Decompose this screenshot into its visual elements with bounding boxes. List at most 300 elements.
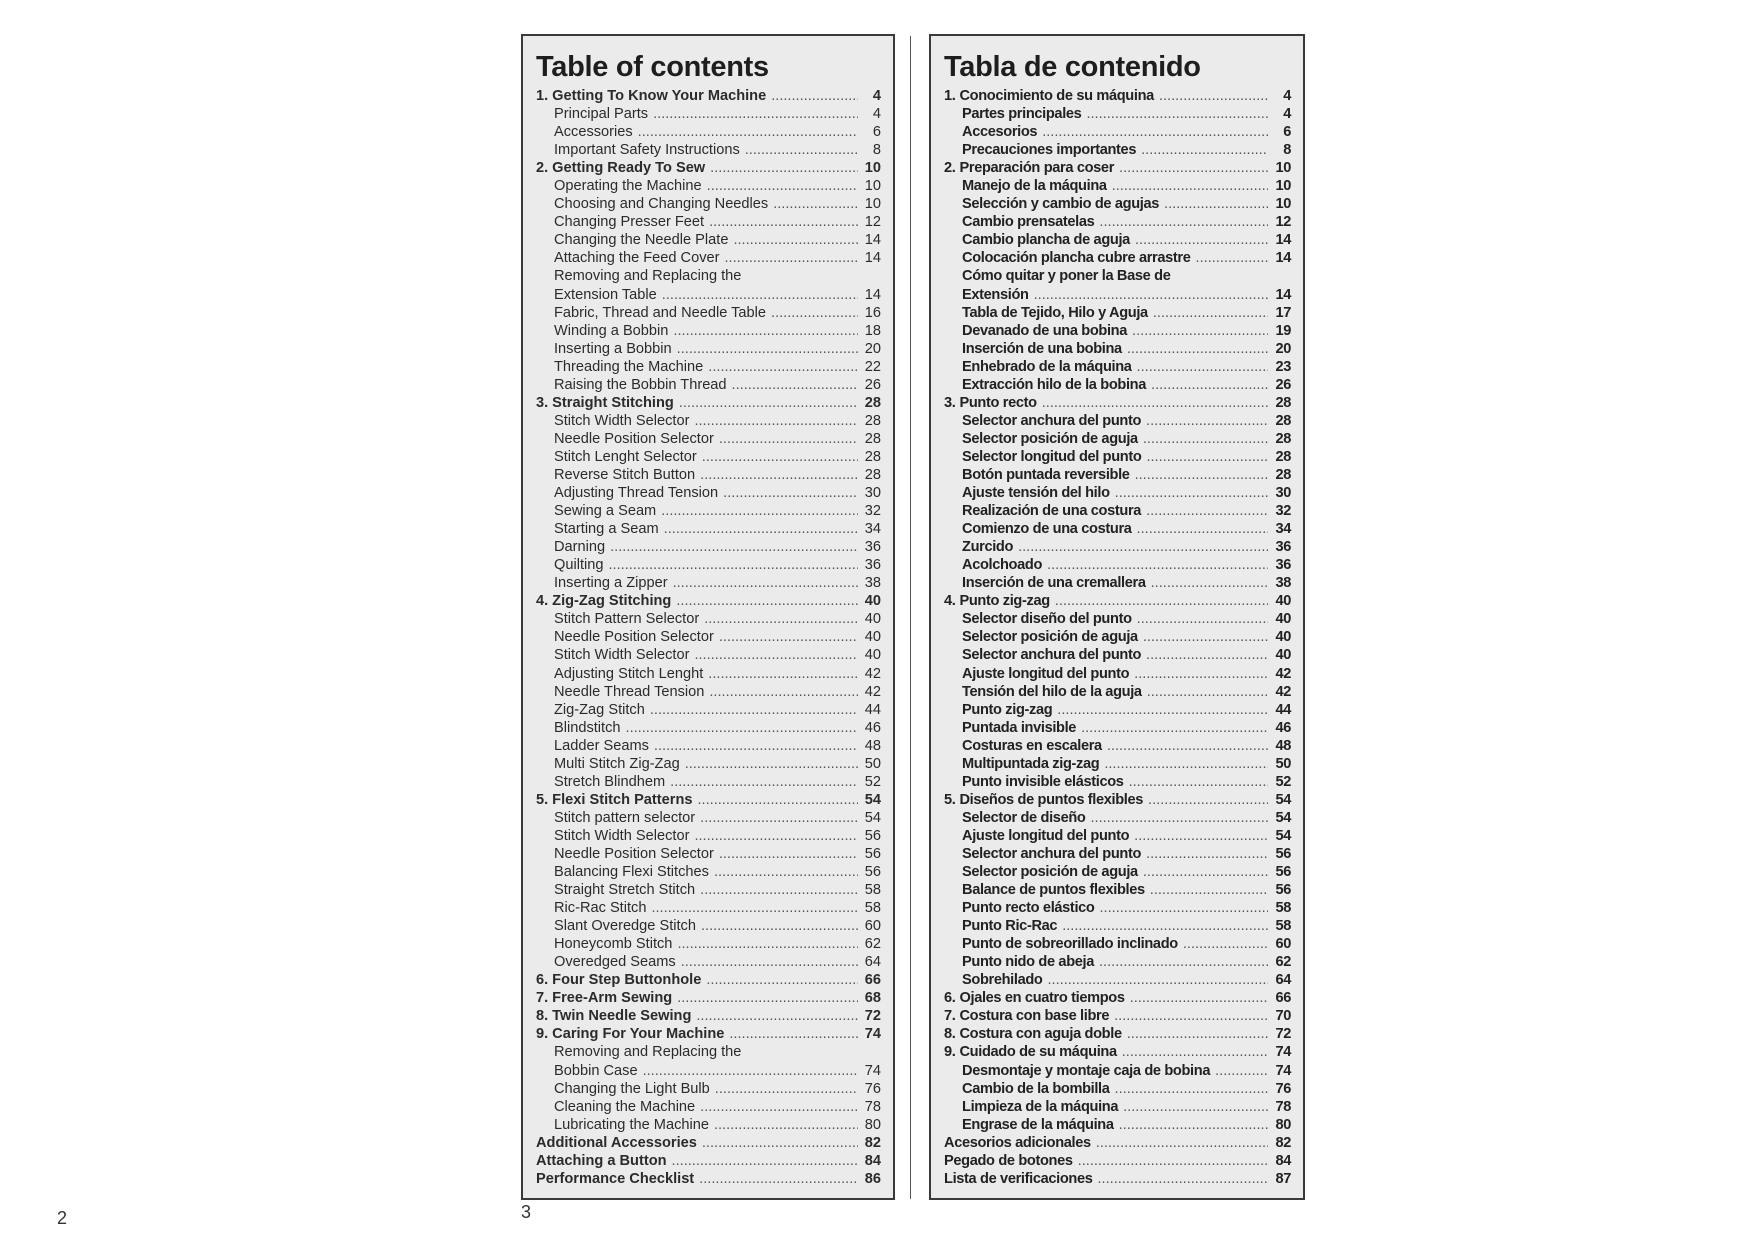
toc-title-english: Table of contents: [536, 51, 769, 83]
toc-page-number: 14: [864, 250, 881, 267]
toc-page-number: 44: [864, 701, 881, 718]
toc-chapter-number: 7.: [944, 1008, 956, 1025]
toc-entry: [944, 719, 1291, 737]
toc-entry: [536, 267, 881, 285]
toc-entry-label: Extension Table: [554, 286, 657, 303]
toc-page-number: 87: [1275, 1170, 1291, 1187]
toc-page-number: 82: [864, 1134, 881, 1151]
toc-entry-label: Punto Ric-Rac: [962, 918, 1058, 935]
toc-dot-leader: [1129, 773, 1268, 791]
toc-dot-leader: [1047, 556, 1268, 574]
toc-page-number: 30: [1275, 485, 1291, 502]
toc-dot-leader: [708, 358, 858, 376]
toc-dot-leader: [729, 1025, 858, 1043]
toc-entry: [944, 1134, 1291, 1152]
toc-entry-label: Honeycomb Stitch: [554, 936, 673, 953]
toc-entry-label: Cuidado de su máquina: [959, 1044, 1117, 1061]
toc-entry-label: Blindstitch: [554, 719, 621, 736]
toc-page-number: 20: [864, 340, 881, 357]
toc-entry-label: Diseños de puntos flexibles: [959, 791, 1144, 808]
toc-entry: [944, 304, 1291, 322]
toc-chapter-number: 6.: [536, 972, 549, 989]
toc-page-number: 54: [864, 809, 881, 826]
toc-page-number: 10: [1275, 196, 1291, 213]
toc-dot-leader: [1137, 610, 1268, 628]
toc-entry: [944, 286, 1291, 304]
toc-chapter-number: 3.: [536, 394, 549, 411]
toc-dot-leader: [702, 448, 858, 466]
toc-entry-label: Removing and Replacing the: [554, 268, 742, 285]
toc-dot-leader: [1112, 177, 1268, 195]
toc-page-number: 58: [1275, 900, 1291, 917]
toc-page-number: 30: [864, 485, 881, 502]
toc-dot-leader: [1119, 159, 1268, 177]
toc-dot-leader: [733, 231, 858, 249]
toc-entry-label: Selector anchura del punto: [962, 845, 1142, 862]
toc-page-number: 54: [1275, 827, 1291, 844]
toc-entry: [944, 646, 1291, 664]
toc-entry: [944, 791, 1291, 809]
toc-entry: [944, 1062, 1291, 1080]
toc-entry-label: Adjusting Thread Tension: [554, 485, 719, 502]
toc-entry: [944, 1080, 1291, 1098]
toc-entry-label: Balance de puntos flexibles: [962, 882, 1145, 899]
toc-entry: [536, 141, 881, 159]
toc-entry-label: Straight Stretch Stitch: [554, 882, 696, 899]
toc-entry-label: Cambio prensatelas: [962, 214, 1095, 231]
toc-entry: [536, 466, 881, 484]
toc-entry: [536, 881, 881, 899]
toc-page-number: 4: [1283, 106, 1291, 123]
toc-entry-label: Attaching a Button: [536, 1152, 667, 1169]
toc-entry: [536, 1007, 881, 1025]
toc-dot-leader: [699, 1170, 858, 1188]
toc-entry: [944, 773, 1291, 791]
toc-dot-leader: [709, 683, 858, 701]
toc-entry-label: Inserting a Zipper: [554, 575, 668, 592]
toc-dot-leader: [1047, 971, 1268, 989]
toc-entry: [536, 989, 881, 1007]
toc-entry-label: Reverse Stitch Button: [554, 466, 696, 483]
toc-dot-leader: [650, 701, 858, 719]
toc-entry-label: Balancing Flexi Stitches: [554, 864, 709, 881]
toc-entry: [944, 881, 1291, 899]
toc-entry: [944, 267, 1291, 285]
toc-chapter-number: 8.: [536, 1008, 549, 1025]
toc-entry-label: Stitch pattern selector: [554, 809, 696, 826]
toc-dot-leader: [653, 105, 858, 123]
toc-page-number: 86: [864, 1170, 881, 1187]
toc-page-number: 46: [864, 719, 881, 736]
toc-entry: [944, 376, 1291, 394]
toc-dot-leader: [1090, 809, 1268, 827]
toc-entry: [536, 538, 881, 556]
toc-page-number: 22: [864, 358, 881, 375]
toc-entry-label: Attaching the Feed Cover: [554, 250, 720, 267]
toc-dot-leader: [1151, 376, 1268, 394]
toc-title-spanish: Tabla de contenido: [944, 51, 1201, 83]
toc-page-number: 34: [864, 521, 881, 538]
toc-page-number: 64: [1275, 972, 1291, 989]
toc-page-number: 10: [1275, 178, 1291, 195]
toc-page-number: 32: [864, 503, 881, 520]
toc-entry-label: Stitch Width Selector: [554, 412, 690, 429]
toc-entry-label: Stitch Pattern Selector: [554, 611, 700, 628]
toc-entry-label: Punto recto: [959, 394, 1037, 411]
toc-entry: [536, 610, 881, 628]
toc-entry-label: Four Step Buttonhole: [552, 972, 702, 989]
toc-dot-leader: [710, 159, 858, 177]
toc-entry: [944, 917, 1291, 935]
toc-entry: [944, 1007, 1291, 1025]
toc-entry: [944, 610, 1291, 628]
toc-page-number: 10: [1275, 160, 1291, 177]
toc-entry: [536, 376, 881, 394]
toc-chapter-number: 4.: [536, 593, 549, 610]
toc-entry: [944, 845, 1291, 863]
toc-dot-leader: [670, 773, 858, 791]
toc-entry-label: Removing and Replacing the: [554, 1044, 742, 1061]
toc-entry: [536, 791, 881, 809]
toc-page-number: 28: [864, 430, 881, 447]
toc-page-number: 66: [1275, 990, 1291, 1007]
toc-dot-leader: [697, 791, 858, 809]
toc-dot-leader: [643, 1062, 858, 1080]
toc-page-number: 28: [1275, 412, 1291, 429]
toc-entry: [944, 1116, 1291, 1134]
toc-dot-leader: [677, 935, 858, 953]
toc-entry-label: Lista de verificaciones: [944, 1170, 1093, 1187]
toc-entry: [944, 213, 1291, 231]
toc-dot-leader: [1123, 1098, 1268, 1116]
toc-dot-leader: [1114, 1007, 1268, 1025]
toc-dot-leader: [701, 917, 858, 935]
toc-entry-label: Threading the Machine: [554, 358, 704, 375]
toc-page-number: 56: [864, 845, 881, 862]
toc-entry: [536, 755, 881, 773]
toc-entry-label: Darning: [554, 539, 606, 556]
toc-entry: [944, 863, 1291, 881]
toc-dot-leader: [745, 141, 858, 159]
toc-entry: [536, 87, 881, 105]
toc-chapter-number: 9.: [536, 1026, 549, 1043]
toc-entry-label: Manejo de la máquina: [962, 178, 1107, 195]
toc-dot-leader: [681, 953, 858, 971]
toc-page-number: 26: [864, 376, 881, 393]
toc-page-number: 40: [864, 629, 881, 646]
toc-entry: [536, 430, 881, 448]
toc-entry: [944, 430, 1291, 448]
toc-entry-label: Inserción de una bobina: [962, 340, 1122, 357]
toc-list-spanish: [944, 87, 1291, 1188]
toc-page-number: 28: [1275, 448, 1291, 465]
toc-page-number: 36: [864, 539, 881, 556]
toc-page-number: 80: [864, 1116, 881, 1133]
toc-entry-label: Performance Checklist: [536, 1170, 695, 1187]
toc-entry-label: Changing the Needle Plate: [554, 232, 729, 249]
toc-page-number: 74: [1275, 1062, 1291, 1079]
toc-entry-label: Punto nido de abeja: [962, 954, 1094, 971]
toc-entry: [944, 989, 1291, 1007]
toc-entry: [944, 105, 1291, 123]
toc-entry: [536, 1134, 881, 1152]
toc-page-number: 36: [1275, 557, 1291, 574]
toc-entry: [536, 520, 881, 538]
toc-page-number: 14: [864, 286, 881, 303]
toc-entry-label: Selector posición de aguja: [962, 430, 1138, 447]
toc-dot-leader: [673, 322, 858, 340]
toc-entry-label: Extracción hilo de la bobina: [962, 376, 1147, 393]
toc-page-number: 32: [1275, 503, 1291, 520]
toc-entry: [536, 249, 881, 267]
toc-entry: [944, 556, 1291, 574]
toc-list-english: [536, 87, 881, 1188]
toc-entry-label: Ajuste tensión del hilo: [962, 485, 1110, 502]
toc-chapter-number: 2.: [944, 160, 956, 177]
toc-entry-label: Needle Position Selector: [554, 629, 714, 646]
toc-page-number: 64: [864, 954, 881, 971]
toc-panel-english: [521, 34, 895, 1200]
toc-dot-leader: [704, 610, 858, 628]
page-number-left: 2: [57, 1208, 68, 1228]
toc-dot-leader: [1127, 1025, 1268, 1043]
toc-entry: [536, 213, 881, 231]
toc-dot-leader: [694, 827, 858, 845]
toc-page-number: 28: [1275, 430, 1291, 447]
toc-entry-label: Punto zig-zag: [959, 593, 1050, 610]
toc-page-number: 18: [864, 322, 881, 339]
toc-entry: [944, 195, 1291, 213]
toc-page-number: 28: [1275, 466, 1291, 483]
toc-page-number: 56: [1275, 864, 1291, 881]
toc-page-number: 48: [864, 737, 881, 754]
toc-dot-leader: [1081, 719, 1268, 737]
toc-entry: [944, 899, 1291, 917]
toc-entry: [944, 574, 1291, 592]
toc-dot-leader: [723, 484, 858, 502]
toc-entry-label: Ajuste longitud del punto: [962, 827, 1130, 844]
toc-entry: [944, 701, 1291, 719]
toc-entry-label: Zurcido: [962, 539, 1014, 556]
toc-dot-leader: [700, 809, 858, 827]
toc-page-number: 52: [1275, 773, 1291, 790]
toc-page-number: 78: [1275, 1098, 1291, 1115]
toc-page-number: 74: [1275, 1044, 1291, 1061]
toc-page-number: 78: [864, 1098, 881, 1115]
toc-page-number: 56: [864, 864, 881, 881]
toc-dot-leader: [1115, 484, 1268, 502]
toc-entry: [536, 935, 881, 953]
toc-dot-leader: [1146, 646, 1268, 664]
toc-page-number: 28: [864, 466, 881, 483]
toc-entry-label: Choosing and Changing Needles: [554, 196, 769, 213]
toc-entry: [536, 412, 881, 430]
toc-entry-label: Selector posición de aguja: [962, 629, 1138, 646]
toc-entry: [944, 123, 1291, 141]
toc-page-number: 54: [1275, 809, 1291, 826]
toc-dot-leader: [1143, 430, 1268, 448]
toc-page-number: 19: [1275, 322, 1291, 339]
toc-entry-label: Cleaning the Machine: [554, 1098, 696, 1115]
toc-page-number: 16: [864, 304, 881, 321]
toc-entry-label: Stitch Lenght Selector: [554, 448, 697, 465]
toc-dot-leader: [1134, 827, 1268, 845]
toc-entry-label: Tabla de Tejido, Hilo y Aguja: [962, 304, 1148, 321]
toc-dot-leader: [1151, 574, 1268, 592]
toc-entry: [536, 1170, 881, 1188]
toc-entry-label: Costuras en escalera: [962, 737, 1102, 754]
toc-entry-label: Winding a Bobbin: [554, 322, 669, 339]
toc-page-number: 14: [1275, 250, 1291, 267]
toc-entry-label: Selector anchura del punto: [962, 412, 1142, 429]
toc-dot-leader: [1164, 195, 1268, 213]
toc-page-number: 42: [864, 683, 881, 700]
toc-dot-leader: [694, 412, 858, 430]
toc-entry-label: Engrase de la máquina: [962, 1116, 1114, 1133]
toc-dot-leader: [714, 863, 858, 881]
toc-entry: [536, 827, 881, 845]
toc-dot-leader: [1062, 917, 1268, 935]
toc-entry-label: Costura con base libre: [959, 1008, 1110, 1025]
toc-entry: [536, 502, 881, 520]
toc-entry-label: Acolchoado: [962, 557, 1043, 574]
toc-dot-leader: [676, 592, 858, 610]
toc-dot-leader: [677, 340, 858, 358]
toc-entry-label: Starting a Seam: [554, 521, 659, 538]
toc-dot-leader: [1086, 105, 1268, 123]
toc-entry-label: Changing the Light Bulb: [554, 1080, 710, 1097]
toc-dot-leader: [1104, 755, 1268, 773]
toc-chapter-number: 7.: [536, 990, 549, 1007]
toc-entry: [536, 917, 881, 935]
toc-page-number: 54: [1275, 791, 1291, 808]
toc-page-number: 42: [864, 665, 881, 682]
toc-dot-leader: [654, 737, 858, 755]
toc-dot-leader: [651, 899, 858, 917]
toc-dot-leader: [1042, 394, 1268, 412]
toc-dot-leader: [1135, 466, 1268, 484]
toc-dot-leader: [700, 881, 858, 899]
toc-entry: [536, 105, 881, 123]
toc-entry: [536, 1152, 881, 1170]
toc-entry-label: Preparación para coser: [959, 160, 1115, 177]
toc-entry: [536, 231, 881, 249]
toc-page-number: 14: [864, 232, 881, 249]
toc-dot-leader: [1146, 845, 1268, 863]
toc-page-number: 36: [864, 557, 881, 574]
toc-dot-leader: [1146, 412, 1268, 430]
toc-entry: [944, 231, 1291, 249]
toc-entry: [536, 304, 881, 322]
toc-entry: [536, 809, 881, 827]
toc-page-number: 62: [864, 936, 881, 953]
toc-entry-label: Ric-Rac Stitch: [554, 900, 647, 917]
toc-page-number: 20: [1275, 340, 1291, 357]
toc-entry-label: Free-Arm Sewing: [552, 990, 673, 1007]
toc-page-number: 28: [864, 448, 881, 465]
toc-entry-label: Enhebrado de la máquina: [962, 358, 1132, 375]
toc-entry: [536, 971, 881, 989]
toc-page-number: 48: [1275, 737, 1291, 754]
toc-chapter-number: 4.: [944, 593, 956, 610]
toc-dot-leader: [1159, 87, 1268, 105]
toc-entry: [536, 195, 881, 213]
toc-page-number: 12: [1275, 214, 1291, 231]
toc-dot-leader: [1107, 737, 1268, 755]
toc-entry-label: Acesorios adicionales: [944, 1134, 1091, 1151]
toc-entry-label: Sewing a Seam: [554, 503, 657, 520]
toc-entry: [536, 159, 881, 177]
toc-dot-leader: [1099, 899, 1268, 917]
toc-entry: [944, 1152, 1291, 1170]
toc-page-number: 56: [1275, 882, 1291, 899]
toc-chapter-number: 5.: [536, 791, 549, 808]
column-divider: [910, 36, 911, 1199]
toc-entry: [944, 466, 1291, 484]
toc-entry-label: Quilting: [554, 557, 604, 574]
toc-dot-leader: [708, 665, 858, 683]
toc-entry-label: Comienzo de una costura: [962, 521, 1132, 538]
toc-dot-leader: [1096, 1134, 1268, 1152]
toc-page-number: 84: [1275, 1152, 1291, 1169]
toc-chapter-number: 1.: [944, 88, 956, 104]
toc-page-number: 76: [1275, 1080, 1291, 1097]
toc-dot-leader: [700, 466, 858, 484]
toc-page-number: 40: [1275, 611, 1291, 628]
toc-entry-label: Accessories: [554, 124, 633, 141]
toc-chapter-number: 2.: [536, 160, 549, 177]
toc-dot-leader: [700, 1098, 858, 1116]
toc-entry-label: Tensión del hilo de la aguja: [962, 683, 1142, 700]
toc-entry-label: Zig-Zag Stitching: [552, 593, 672, 610]
toc-entry-label: Selección y cambio de agujas: [962, 196, 1160, 213]
toc-entry: [536, 123, 881, 141]
toc-page-number: 12: [864, 214, 881, 231]
toc-dot-leader: [1099, 213, 1268, 231]
toc-page-number: 60: [864, 918, 881, 935]
toc-dot-leader: [1147, 683, 1268, 701]
toc-entry: [944, 827, 1291, 845]
toc-dot-leader: [1146, 448, 1268, 466]
toc-dot-leader: [1127, 340, 1268, 358]
toc-entry: [944, 953, 1291, 971]
toc-page-number: 4: [872, 88, 881, 104]
toc-entry: [944, 177, 1291, 195]
toc-page-number: 82: [1275, 1134, 1291, 1151]
toc-entry-label: Accesorios: [962, 124, 1038, 141]
toc-entry: [536, 899, 881, 917]
toc-dot-leader: [1134, 665, 1268, 683]
toc-dot-leader: [707, 177, 858, 195]
toc-entry-label: Punto de sobreorillado inclinado: [962, 936, 1178, 953]
toc-entry-label: Getting Ready To Sew: [552, 160, 706, 177]
toc-page-number: 28: [864, 412, 881, 429]
toc-page-number: 74: [864, 1026, 881, 1043]
toc-entry-label: Partes principales: [962, 106, 1082, 123]
toc-dot-leader: [1122, 1043, 1268, 1061]
toc-page-number: 50: [1275, 755, 1291, 772]
toc-dot-leader: [1115, 1080, 1268, 1098]
toc-entry-label: Operating the Machine: [554, 178, 702, 195]
toc-entry-label: Selector anchura del punto: [962, 647, 1142, 664]
toc-entry: [536, 701, 881, 719]
toc-entry-label: Caring For Your Machine: [552, 1026, 725, 1043]
toc-page-number: 6: [872, 124, 881, 141]
toc-entry-label: Multipuntada zig-zag: [962, 755, 1100, 772]
toc-page-number: 66: [864, 972, 881, 989]
toc-entry-label: Needle Position Selector: [554, 845, 714, 862]
toc-entry: [944, 755, 1291, 773]
